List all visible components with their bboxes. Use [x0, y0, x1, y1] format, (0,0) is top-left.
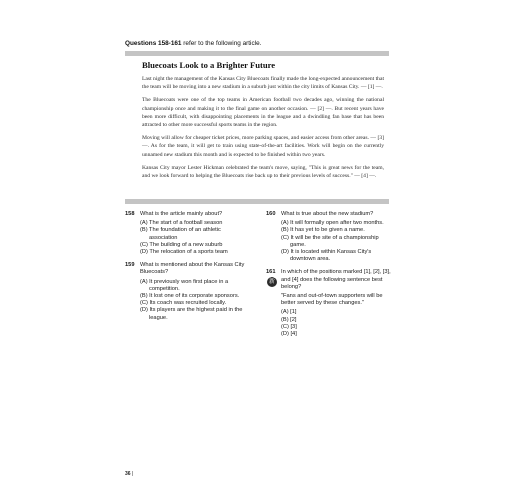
answer-option[interactable]: (A) It previously won first place in a competition. [140, 278, 229, 292]
questions-right-column [266, 211, 392, 344]
question-159 [125, 262, 245, 322]
answer-option[interactable]: (B) It has yet to be given a name. [281, 227, 365, 234]
new-badge-icon: 新 [268, 279, 275, 286]
answer-option[interactable]: (D) Its players are the highest paid in the league. [140, 307, 243, 321]
question-range: Questions 158-161 [125, 40, 182, 47]
question-158 [125, 211, 245, 256]
answer-options [281, 220, 392, 263]
divider-top [125, 51, 389, 56]
answer-option[interactable]: (B) [2] [281, 316, 297, 323]
article-paragraph: Kansas City mayor Lester Hickman celebrated the team's move, saying, "This is great news for the team, and we look forward to helping the Bluecoats rise back up to their previous levels of success." — [4] —. [142, 164, 384, 180]
quoted-sentence: "Fans and out-of-town supporters will be better served by these changes." [281, 293, 383, 307]
answer-option[interactable]: (C) Its coach was recruited locally. [140, 300, 227, 307]
question-number: 161 [266, 269, 276, 276]
answer-option[interactable]: (D) [4] [281, 331, 297, 338]
page-number-value: 36 [125, 471, 131, 477]
answer-option[interactable]: (A) The start of a football season [140, 220, 223, 227]
instructions [125, 40, 261, 47]
answer-options [140, 279, 245, 322]
answer-option[interactable]: (D) It is located within Kansas City's downtown area. [281, 249, 372, 263]
question-text: What is mentioned about the Kansas City Bluecoats? [140, 262, 245, 276]
article-paragraph: Moving will allow for cheaper ticket prices, more parking spaces, and easier access from other areas. — [3] —. As for the team, it will get to train using state-of-the-art facilities. Work will begin on the currently unnamed new stadium this month and is expected to be finished within two years. [142, 135, 384, 158]
question-160 [266, 211, 392, 263]
article-paragraph: Last night the management of the Kansas City Bluecoats finally made the long-expected announcement that the team will be moving into a new stadium in a suburb just within the city limits of Kansas City. — [1] —. [142, 76, 384, 91]
question-number: 158 [125, 211, 135, 217]
answer-option[interactable]: (C) [3] [281, 323, 297, 330]
answer-options [281, 309, 392, 338]
instructions-text: refer to the following article. [181, 40, 262, 47]
answer-option[interactable]: (D) The relocation of a sports team [140, 249, 228, 256]
question-text: What is the article mainly about? [140, 211, 223, 217]
answer-option[interactable]: (A) It will formally open after two months. [281, 220, 384, 227]
answer-option[interactable]: (A) [1] [281, 309, 297, 316]
question-161 [266, 269, 392, 338]
answer-options [140, 220, 245, 256]
questions-left-column [125, 211, 245, 328]
question-text: What is true about the new stadium? [281, 211, 374, 217]
answer-option[interactable]: (B) The foundation of an athletic association [140, 227, 221, 241]
divider-bottom [125, 199, 389, 204]
question-number: 160 [266, 211, 276, 217]
article-paragraph: The Bluecoats were one of the top teams in American football two decades ago, winning the national championship once and making it to the final game on another occasion. — [2] —. But recent years have been more difficult, with disappointing placements in the league and a dwindling fan base that has been attracted to other more successful sports teams in the region. [142, 97, 384, 129]
answer-option[interactable]: (C) It will be the site of a championship game. [281, 234, 379, 248]
page-number: 36 | [125, 471, 134, 477]
article [142, 60, 384, 185]
article-title: Bluecoats Look to a Brighter Future [142, 60, 276, 70]
answer-option[interactable]: (C) The building of a new suburb [140, 241, 223, 248]
question-text: In which of the positions marked [1], [2], [3], and [4] does the following sentence best belong? [281, 269, 391, 290]
answer-option[interactable]: (B) It lost one of its corporate sponsors. [140, 293, 240, 300]
question-number: 159 [125, 262, 135, 269]
